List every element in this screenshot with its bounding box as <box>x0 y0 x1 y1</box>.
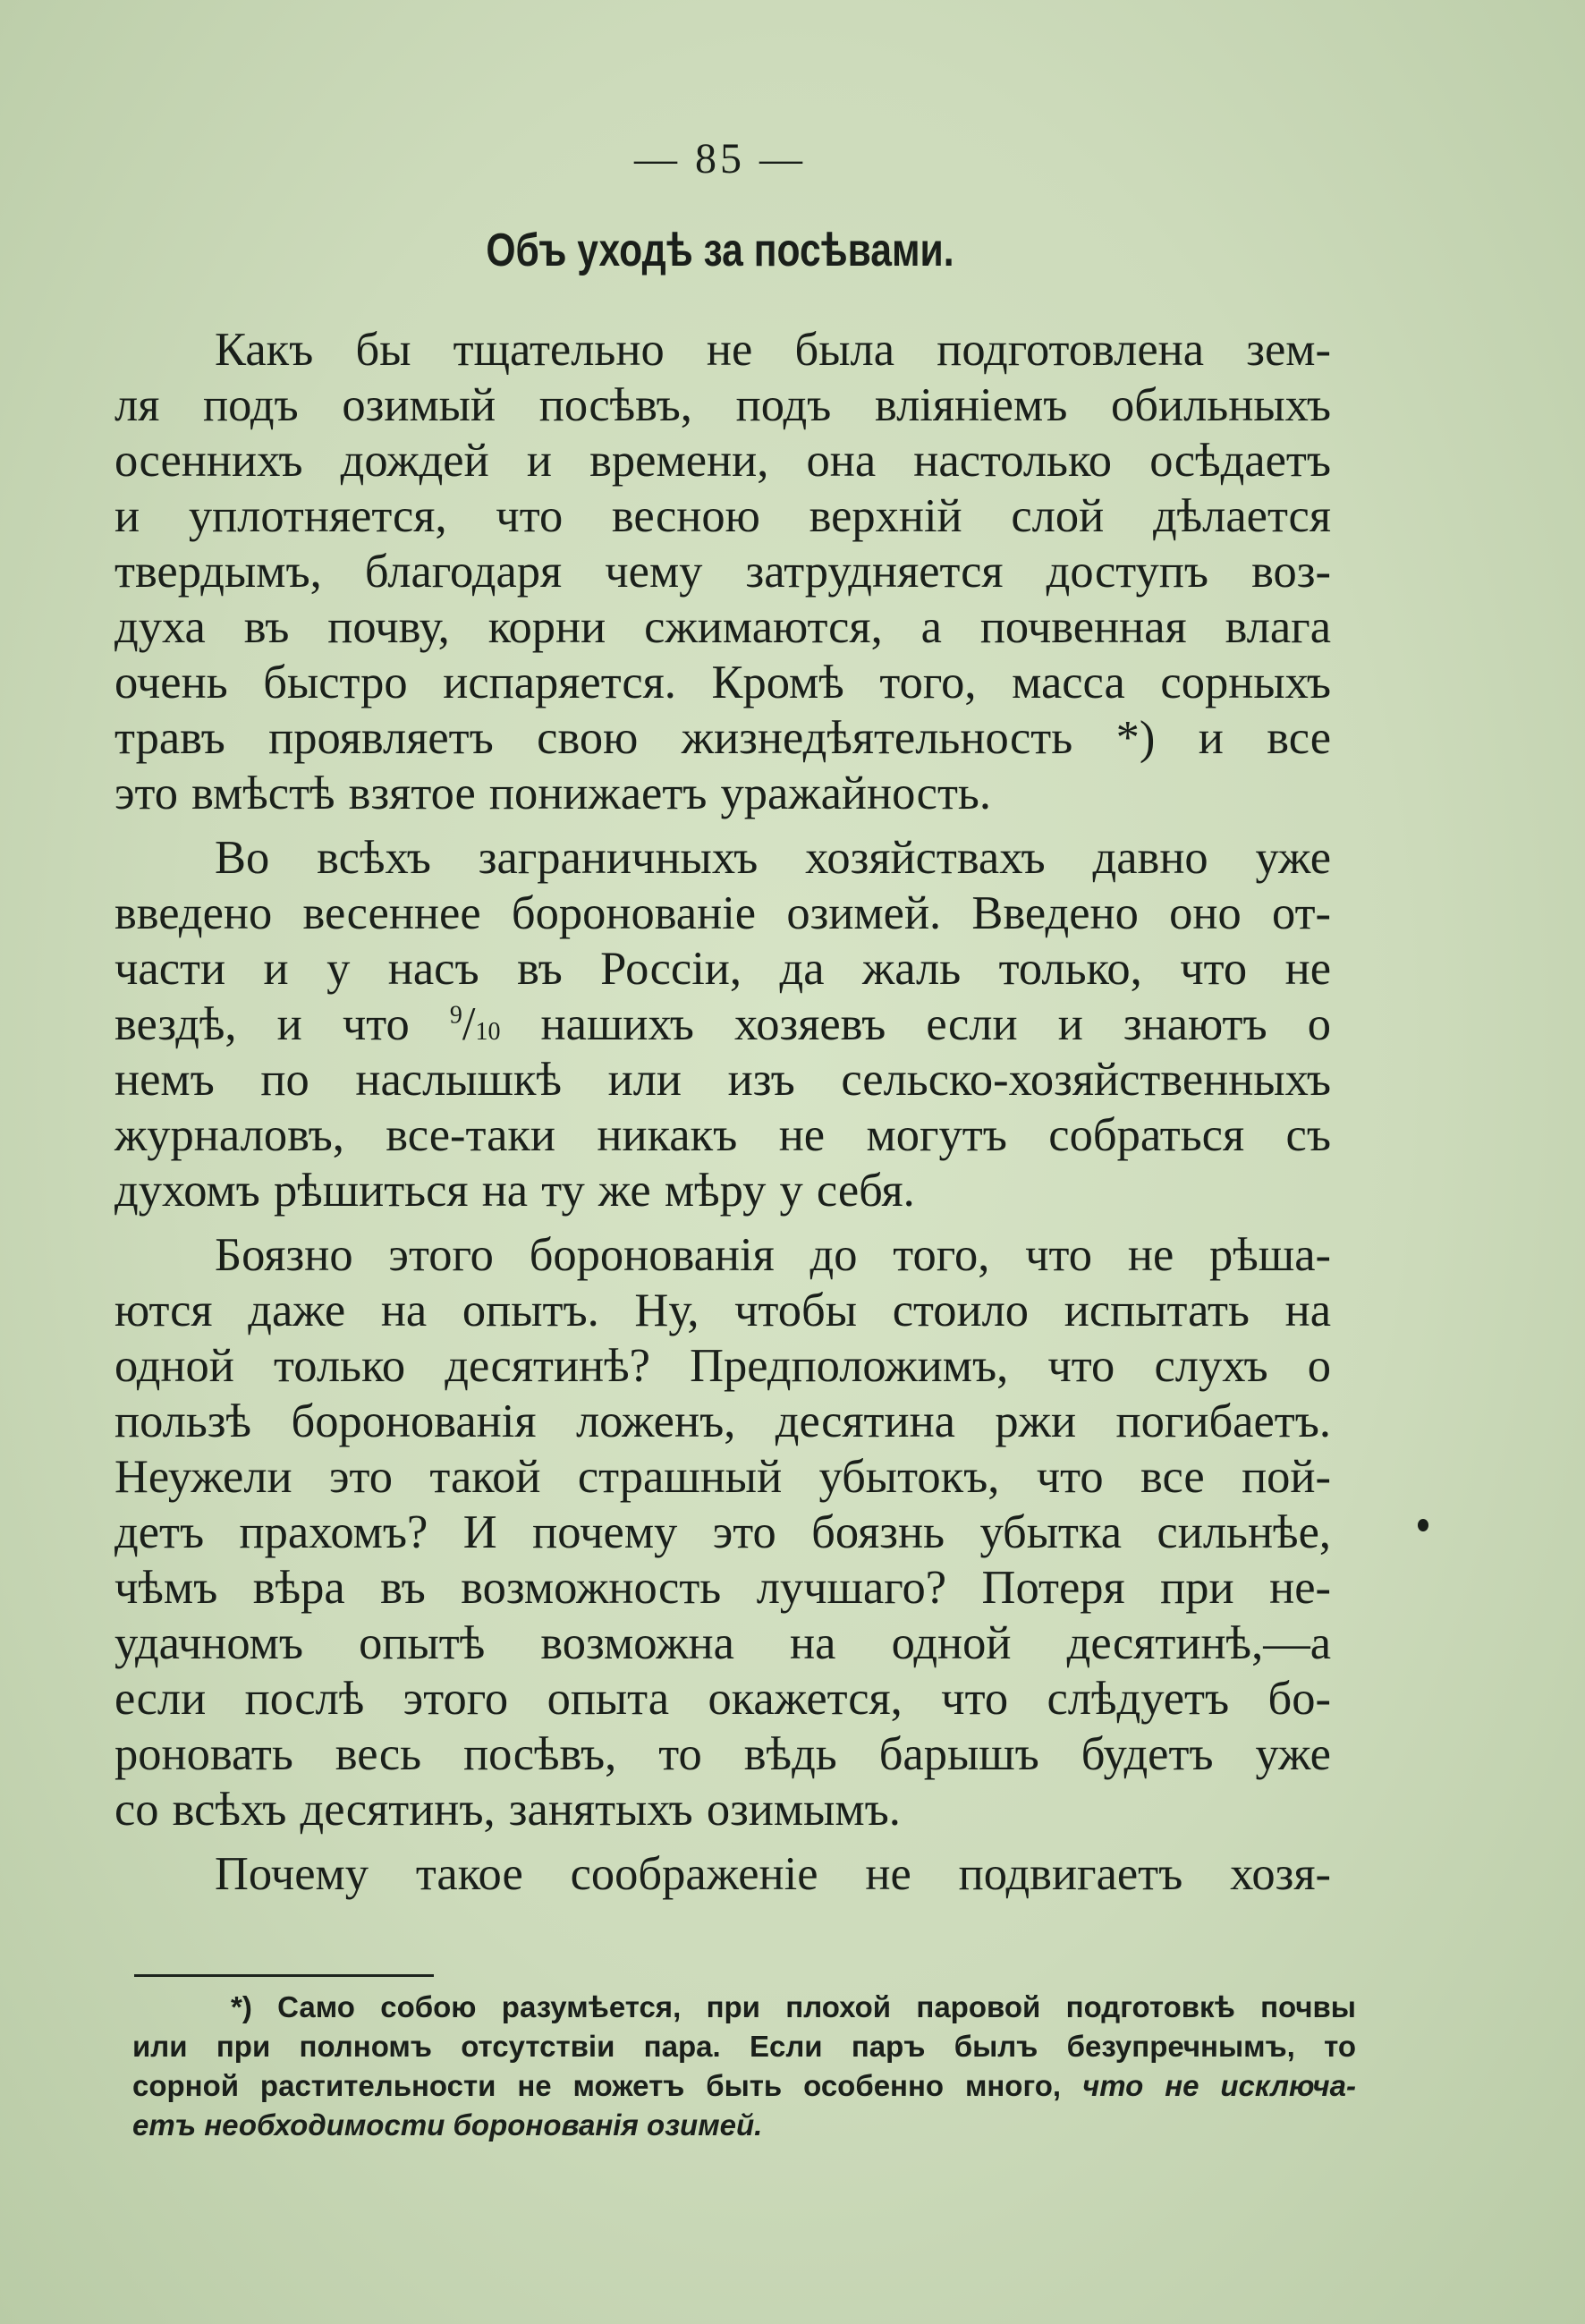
text-line: Какъ бы тщательно не была подготовлена зем- <box>215 324 1331 376</box>
text-line: одной только десятинѣ? Предположимъ, что слухъ о <box>114 1340 1331 1392</box>
text-line: со всѣхъ десятинъ, занятыхъ озимымъ. <box>114 1784 901 1836</box>
text-line: журналовъ, все-таки никакъ не могутъ собраться съ <box>114 1109 1331 1161</box>
text-line: детъ прахомъ? И почему это боязнь убытка сильнѣе, <box>114 1506 1331 1558</box>
footnote-line: или при полномъ отсутствіи пара. Если паръ былъ безупречнымъ, то <box>132 2030 1356 2063</box>
footnote-line <box>132 2066 1356 2106</box>
text-line: Во всѣхъ заграничныхъ хозяйствахъ давно уже <box>215 832 1331 884</box>
text-line: пользѣ боронованія ложенъ, десятина ржи погибаетъ. <box>114 1395 1331 1447</box>
text-line: и уплотняется, что весною верхній слой дѣлается <box>114 490 1331 542</box>
body-text <box>114 322 1331 1902</box>
text-line: роновать весь посѣвъ, то вѣдь барышъ будетъ уже <box>114 1728 1331 1780</box>
text-line: твердымъ, благодаря чему затрудняется доступъ воз- <box>114 546 1331 598</box>
text-line: духа въ почву, корни сжимаются, а почвенная влага <box>114 601 1331 653</box>
footnote-line: *) Само собою разумѣется, при плохой паровой подготовкѣ почвы <box>231 1990 1356 2023</box>
footnote-text: сорной растительности не можетъ быть особенно много, <box>132 2069 1062 2102</box>
text-line: чѣмъ вѣра въ возможность лучшаго? Потеря при не- <box>114 1562 1331 1614</box>
footnote-italic-text: что не исключа- <box>1082 2069 1356 2102</box>
text-line: части и у насъ въ Россіи, да жаль только, что не <box>114 943 1331 995</box>
text-line: травъ проявляетъ свою жизнедѣятельность *) и все <box>114 712 1331 764</box>
footnote-divider <box>134 1974 434 1977</box>
footnote-line: етъ необходимости боронованія озимей. <box>132 2108 763 2142</box>
text-line: осеннихъ дождей и времени, она настолько осѣдаетъ <box>114 435 1331 487</box>
ink-speck <box>1418 1519 1428 1531</box>
text-line: удачномъ опытѣ возможна на одной десятинѣ,—а <box>114 1617 1331 1669</box>
fraction-nine-tenths: $^9$/10 <box>449 998 501 1050</box>
text-line: если послѣ этого опыта окажется, что слѣдуетъ бо- <box>114 1673 1331 1725</box>
text-line: это вмѣстѣ взятое понижаетъ уражайность. <box>114 768 991 819</box>
text-line: введено весеннее боронованіе озимей. Введено оно от- <box>114 887 1331 939</box>
text-line: духомъ рѣшиться на ту же мѣру у себя. <box>114 1165 915 1217</box>
page-number: — 85 — <box>634 135 806 182</box>
text-line: Боязно этого боронованія до того, что не рѣша- <box>215 1229 1331 1281</box>
text-line-with-fraction: вездѣ, и что $^9$/10 нашихъ хозяевъ если и знаютъ о <box>114 998 1331 1050</box>
text-line: Неужели это такой страшный убытокъ, что все пой- <box>114 1451 1331 1503</box>
paragraph-3 <box>114 1227 1331 1837</box>
text-line: ются даже на опытъ. Ну, чтобы стоило испытать на <box>114 1285 1331 1336</box>
text-line: ля подъ озимый посѣвъ, подъ вліяніемъ обильныхъ <box>114 379 1331 431</box>
paragraph-1 <box>114 322 1331 821</box>
paragraph-4 <box>114 1846 1331 1902</box>
text-line: немъ по наслышкѣ или изъ сельско-хозяйственныхъ <box>114 1054 1331 1106</box>
text-line: очень быстро испаряется. Кромѣ того, масса сорныхъ <box>114 657 1331 708</box>
paragraph-2 <box>114 830 1331 1218</box>
footnote <box>132 1988 1356 2145</box>
text-line: Почему такое соображеніе не подвигаетъ хозя- <box>215 1848 1331 1900</box>
chapter-title: Объ уходѣ за посѣвами. <box>486 225 954 276</box>
